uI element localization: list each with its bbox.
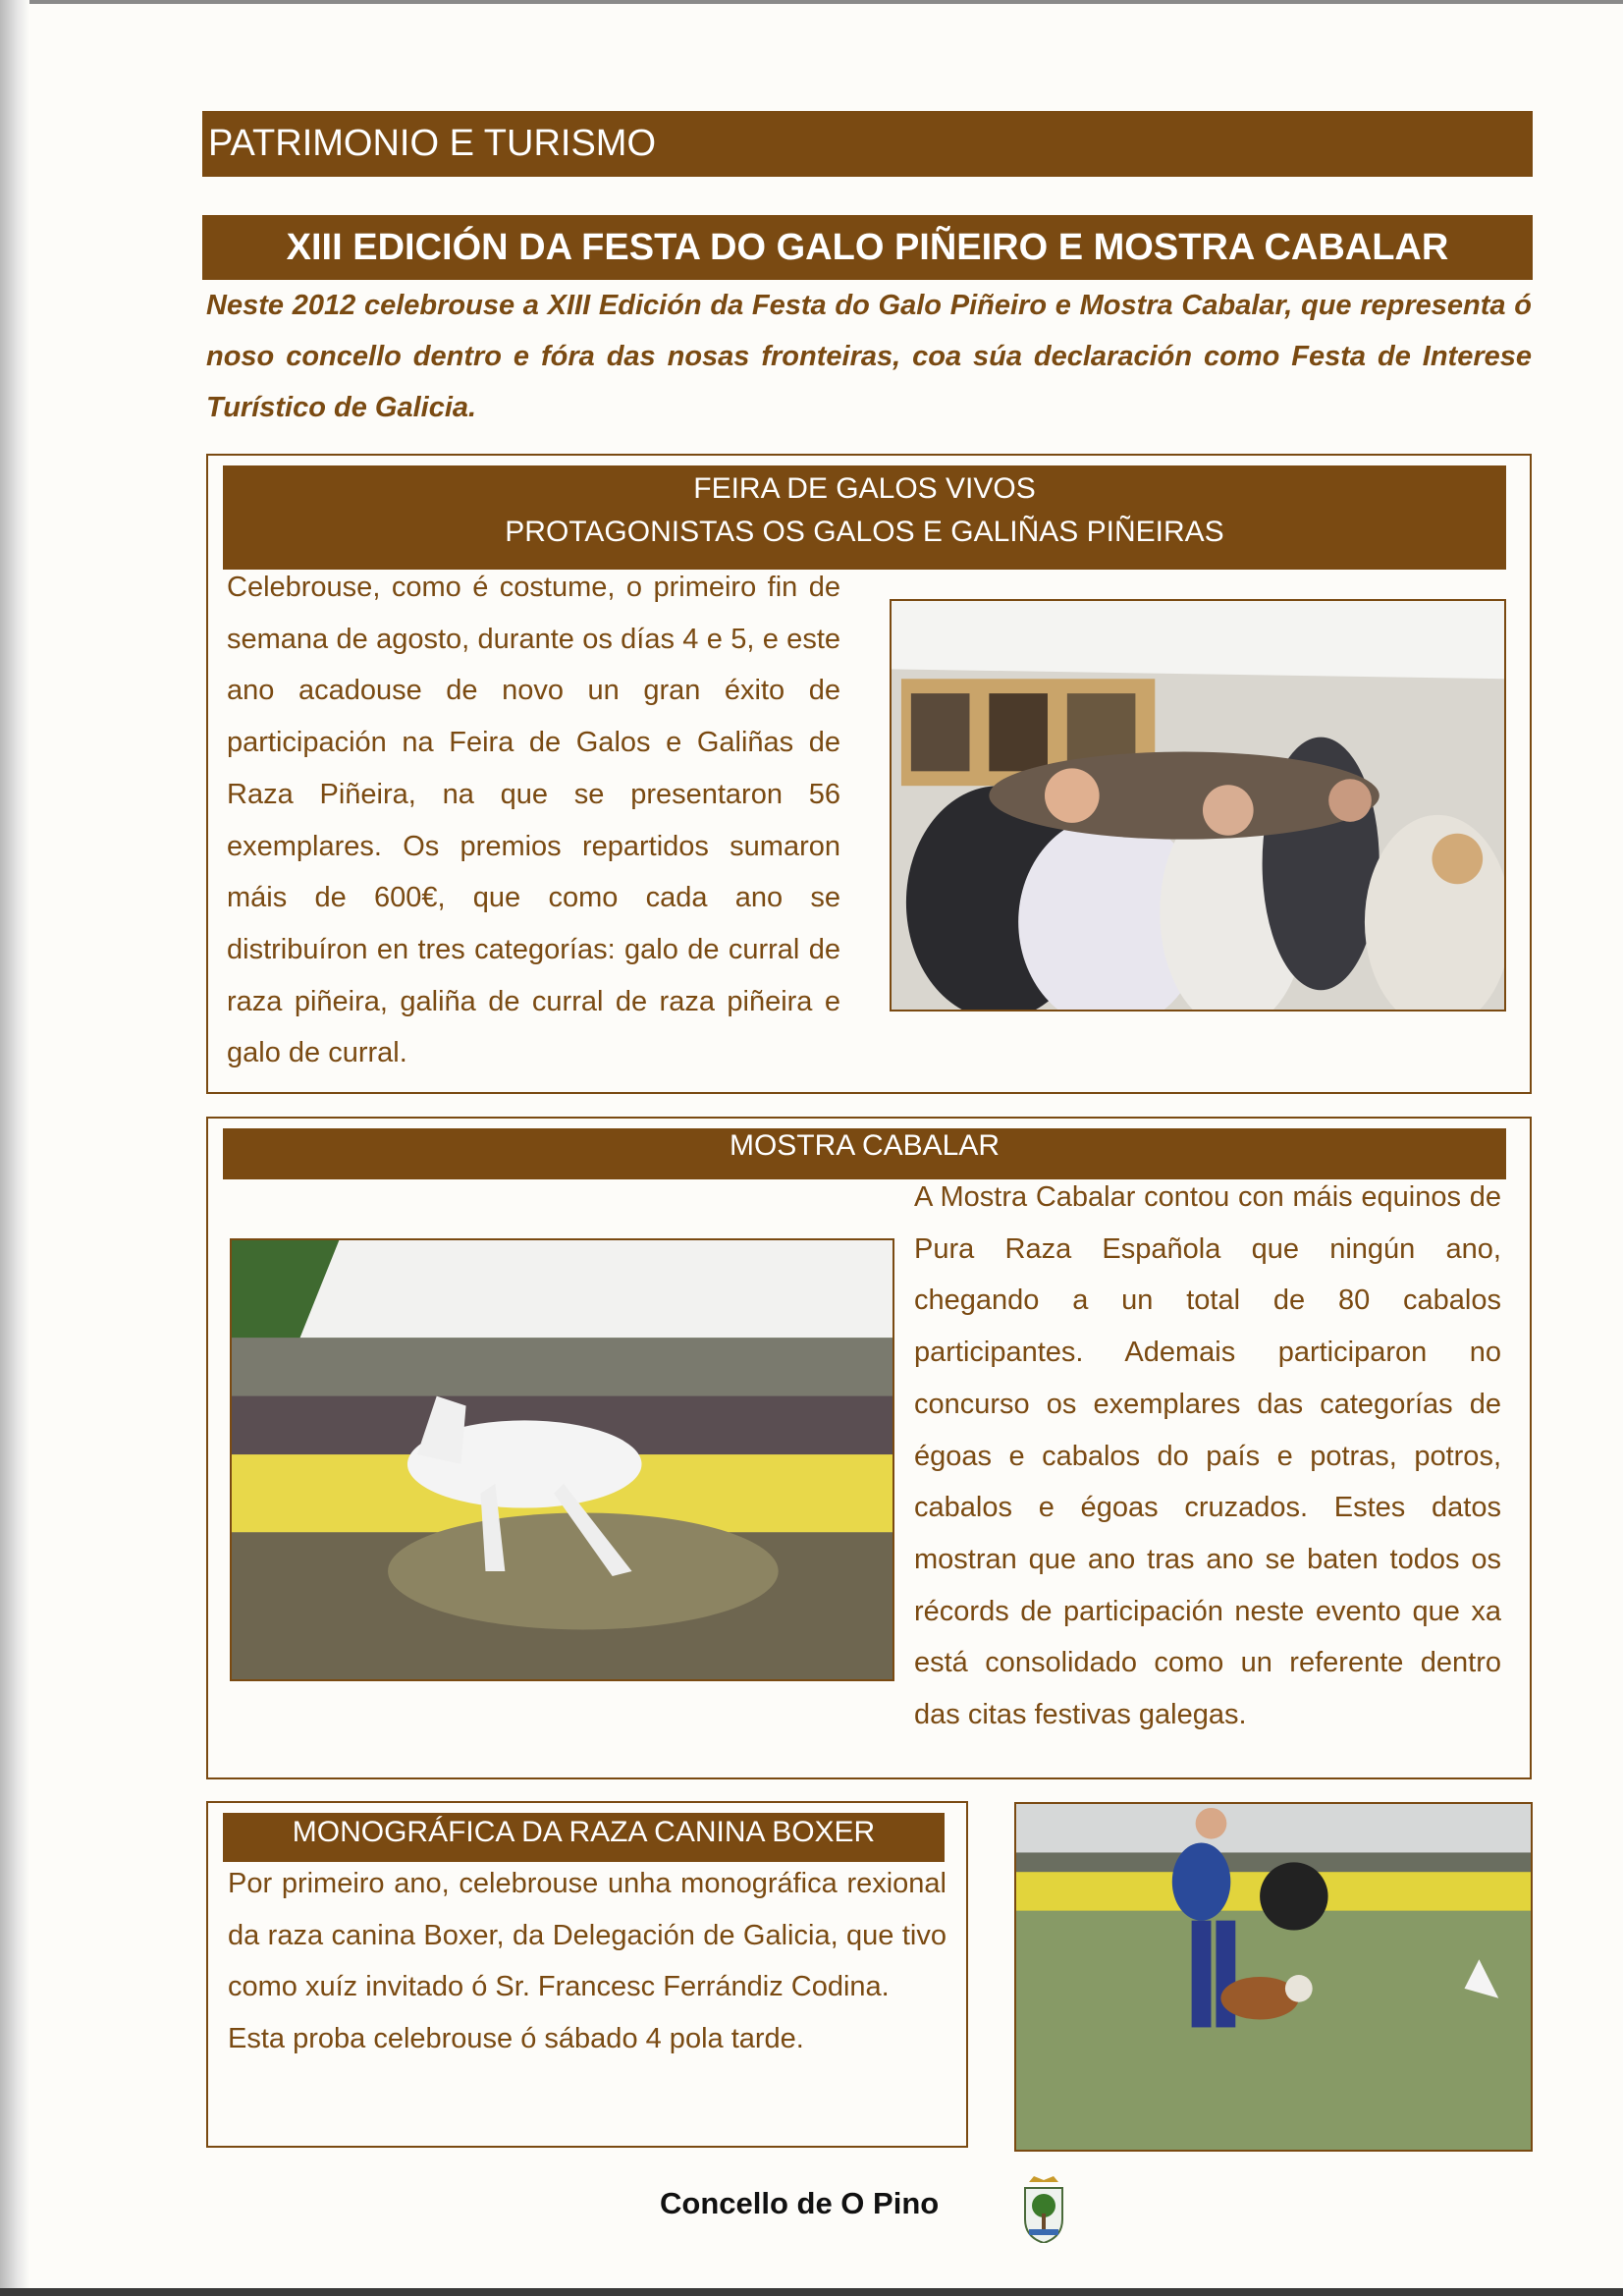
page-gutter-shadow <box>0 0 29 2296</box>
article-intro: Neste 2012 celebrouse a XIII Edición da Festa do Galo Piñeiro e Mostra Cabalar, que representa ó noso concello dentro e fóra das nosas fronteiras, coa súa declaración como Festa de Interese Turístico de Galicia. <box>206 290 1532 423</box>
footer-text: Concello de O Pino <box>660 2186 940 2220</box>
feira-heading-line1: FEIRA DE GALOS VIVOS <box>693 472 1036 505</box>
article-title: XIII EDICIÓN DA FESTA DO GALO PIÑEIRO E MOSTRA CABALAR <box>202 215 1533 280</box>
bottom-rule <box>0 2288 1623 2296</box>
mostra-photo <box>230 1238 894 1681</box>
crowd-photo-image <box>892 601 1504 1010</box>
boxer-text <box>228 1858 947 2065</box>
section-title: PATRIMONIO E TURISMO <box>202 111 1533 177</box>
feira-heading <box>223 465 1506 570</box>
boxer-paragraph-1: Por primeiro ano, celebrouse unha monográfica rexional da raza canina Boxer, da Delegación de Galicia, que tivo como xuíz invitado ó Sr. Francesc Ferrándiz Codina. <box>228 1868 947 2003</box>
feira-photo <box>890 599 1506 1011</box>
boxer-paragraph-2: Esta proba celebrouse ó sábado 4 pola tarde. <box>228 2023 804 2055</box>
top-rule <box>29 0 1623 4</box>
feira-heading-line2: PROTAGONISTAS OS GALOS E GALIÑAS PIÑEIRAS <box>505 516 1224 548</box>
mostra-text: A Mostra Cabalar contou con máis equinos de Pura Raza Española que ningún ano, chegando a un total de 80 cabalos participantes. Ademais participaron no concurso os exemplares das categorías de égoas e cabalos do país e potras, potros, cabalos e égoas cruzados. Estes datos mostran que ano tras ano se baten todos os récords de participación neste evento que xa está consolidado como un referente dentro das citas festivas galegas. <box>914 1181 1501 1731</box>
feira-text: Celebrouse, como é costume, o primeiro fin de semana de agosto, durante os días 4 e 5, e este ano acadouse de novo un gran éxito de participación na Feira de Galos e Galiñas de Raza Piñeira, na que se presentaron 56 exemplares. Os premios repartidos sumaron máis de 600€, que como cada ano se distribuíron en tres categorías: galo de curral de raza piñeira, galiña de curral de raza piñeira e galo de curral. <box>227 572 840 1069</box>
municipal-crest-icon <box>1019 2176 1068 2243</box>
horse-photo-image <box>232 1240 893 1679</box>
mostra-heading: MOSTRA CABALAR <box>223 1128 1506 1179</box>
boxer-heading: MONOGRÁFICA DA RAZA CANINA BOXER <box>223 1813 945 1862</box>
boxer-photo <box>1014 1802 1533 2152</box>
dog-show-photo-image <box>1016 1804 1531 2150</box>
